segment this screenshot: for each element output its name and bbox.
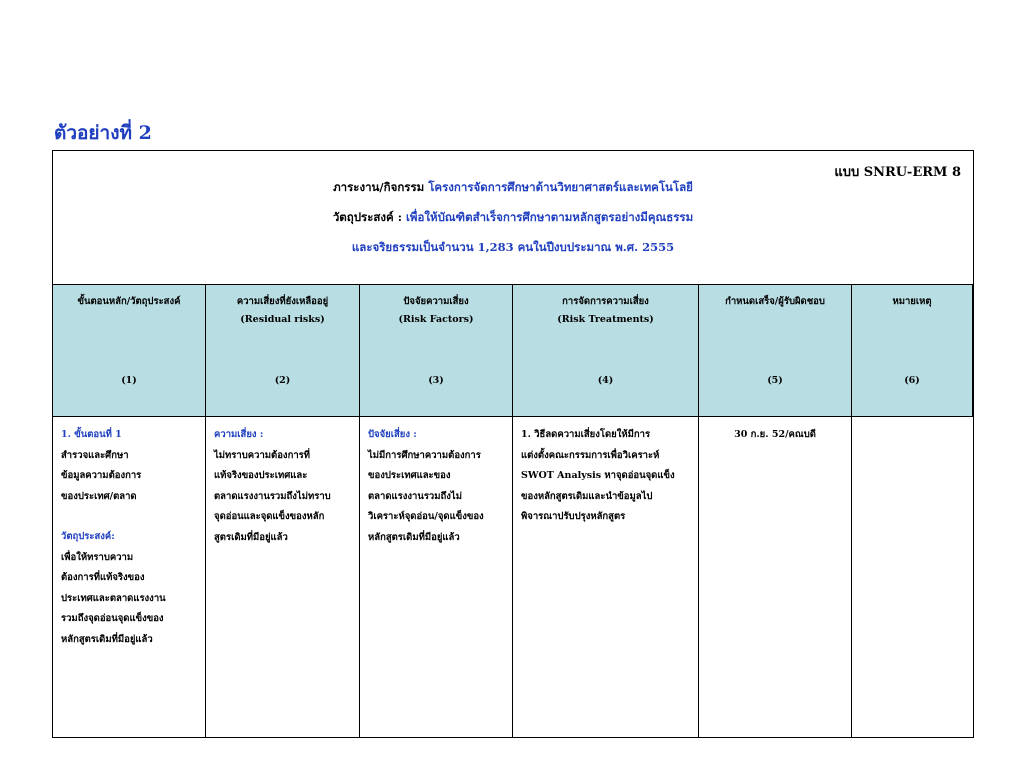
column-header-3 xyxy=(360,285,513,417)
objective-value: เพื่อให้บัณฑิตสำเร็จการศึกษาตามหลักสูตรอย่างมีคุณธรรม xyxy=(405,210,694,224)
cell-step xyxy=(53,417,206,737)
column-label: ความเสี่ยงที่ยังเหลืออยู่ xyxy=(236,296,329,307)
form-header xyxy=(53,151,973,285)
column-header-6 xyxy=(852,285,973,417)
column-header-2 xyxy=(206,285,360,417)
title-line-2 xyxy=(53,209,973,227)
cell-risk xyxy=(206,417,360,737)
factor-line: หลักสูตรเดิมที่มีอยู่แล้ว xyxy=(368,531,460,543)
column-number: (2) xyxy=(274,375,291,386)
page-heading: ตัวอย่างที่ 2 xyxy=(54,122,152,144)
treatment-line: ของหลักสูตรเดิมและนำข้อมูลไป xyxy=(521,490,653,502)
column-label: กำหนดเสร็จ/ผู้รับผิดชอบ xyxy=(725,296,825,307)
step-title: 1. ขั้นตอนที่ 1 xyxy=(61,429,122,440)
treatment-line: พิจารณาปรับปรุงหลักสูตร xyxy=(521,511,626,522)
column-number: (6) xyxy=(904,375,920,386)
risk-title: ความเสี่ยง : xyxy=(214,429,264,440)
column-label: ปัจจัยความเสี่ยง xyxy=(403,296,469,307)
objective-line: ประเทศและตลาดแรงงาน xyxy=(61,592,166,604)
factor-line: ของประเทศและของ xyxy=(368,470,451,481)
column-number: (4) xyxy=(597,375,614,386)
column-number: (1) xyxy=(121,375,137,386)
factor-title: ปัจจัยเสี่ยง : xyxy=(368,429,417,440)
task-label: ภาระงาน/กิจกรรม xyxy=(333,180,425,194)
treatment-line: แต่งตั้งคณะกรรมการเพื่อวิเคราะห์ xyxy=(521,449,660,461)
column-number: (3) xyxy=(428,375,444,386)
risk-table xyxy=(53,285,973,737)
column-label: หมายเหตุ xyxy=(892,296,932,307)
task-value: โครงการจัดการศึกษาด้านวิทยาศาสตร์และเทคโนโลยี xyxy=(428,180,693,194)
form-code: แบบ SNRU-ERM 8 xyxy=(834,165,961,180)
risk-line: แท้จริงของประเทศและ xyxy=(214,470,308,481)
column-sub: (Risk Factors) xyxy=(398,314,474,325)
risk-line: สูตรเดิมที่มีอยู่แล้ว xyxy=(214,531,288,543)
column-label: การจัดการความเสี่ยง xyxy=(562,296,649,307)
title-line-3: และจริยธรรมเป็นจำนวน 1,283 คนในปีงบประมาณ พ.ศ. 2555 xyxy=(351,240,675,254)
cell-treatment xyxy=(513,417,699,737)
risk-line: ไม่ทราบความต้องการที่ xyxy=(214,449,311,461)
objective-label: วัตถุประสงค์ : xyxy=(332,210,402,224)
column-number: (5) xyxy=(767,375,783,386)
cell-factor xyxy=(360,417,513,737)
due-value: 30 ก.ย. 52/คณบดี xyxy=(734,429,816,440)
cell-remark xyxy=(852,417,973,737)
column-header-1 xyxy=(53,285,206,417)
objective-line: เพื่อให้ทราบความ xyxy=(61,551,134,563)
risk-line: ตลาดแรงงานรวมถึงไม่ทราบ xyxy=(214,490,331,502)
step-line: ของประเทศ/ตลาด xyxy=(61,490,137,502)
column-sub: (Residual risks) xyxy=(240,314,325,325)
cell-due xyxy=(699,417,852,737)
factor-line: ตลาดแรงงานรวมถึงไม่ xyxy=(368,490,462,502)
column-header-4 xyxy=(513,285,699,417)
risk-form xyxy=(52,150,974,738)
step-line: ข้อมูลความต้องการ xyxy=(61,470,142,481)
step-line: สำรวจและศึกษา xyxy=(61,449,129,461)
factor-line: วิเคราะห์จุดอ่อน/จุดแข็งของ xyxy=(368,511,484,522)
objective-line: ต้องการที่แท้จริงของ xyxy=(61,572,145,583)
title-line-1 xyxy=(53,179,973,197)
column-header-5 xyxy=(699,285,852,417)
factor-line: ไม่มีการศึกษาความต้องการ xyxy=(368,449,481,461)
treatment-line: SWOT Analysis หาจุดอ่อนจุดแข็ง xyxy=(521,470,675,481)
objective-line: หลักสูตรเดิมที่มีอยู่แล้ว xyxy=(61,633,153,645)
column-label: ขั้นตอนหลัก/วัตถุประสงค์ xyxy=(77,296,181,307)
column-sub: (Risk Treatments) xyxy=(557,314,654,325)
objective-title: วัตถุประสงค์: xyxy=(61,531,115,542)
risk-line: จุดอ่อนและจุดแข็งของหลัก xyxy=(214,511,325,522)
objective-line: รวมถึงจุดอ่อนจุดแข็งของ xyxy=(61,613,164,624)
treatment-line: 1. วิธีลดความเสี่ยงโดยให้มีการ xyxy=(521,429,651,440)
